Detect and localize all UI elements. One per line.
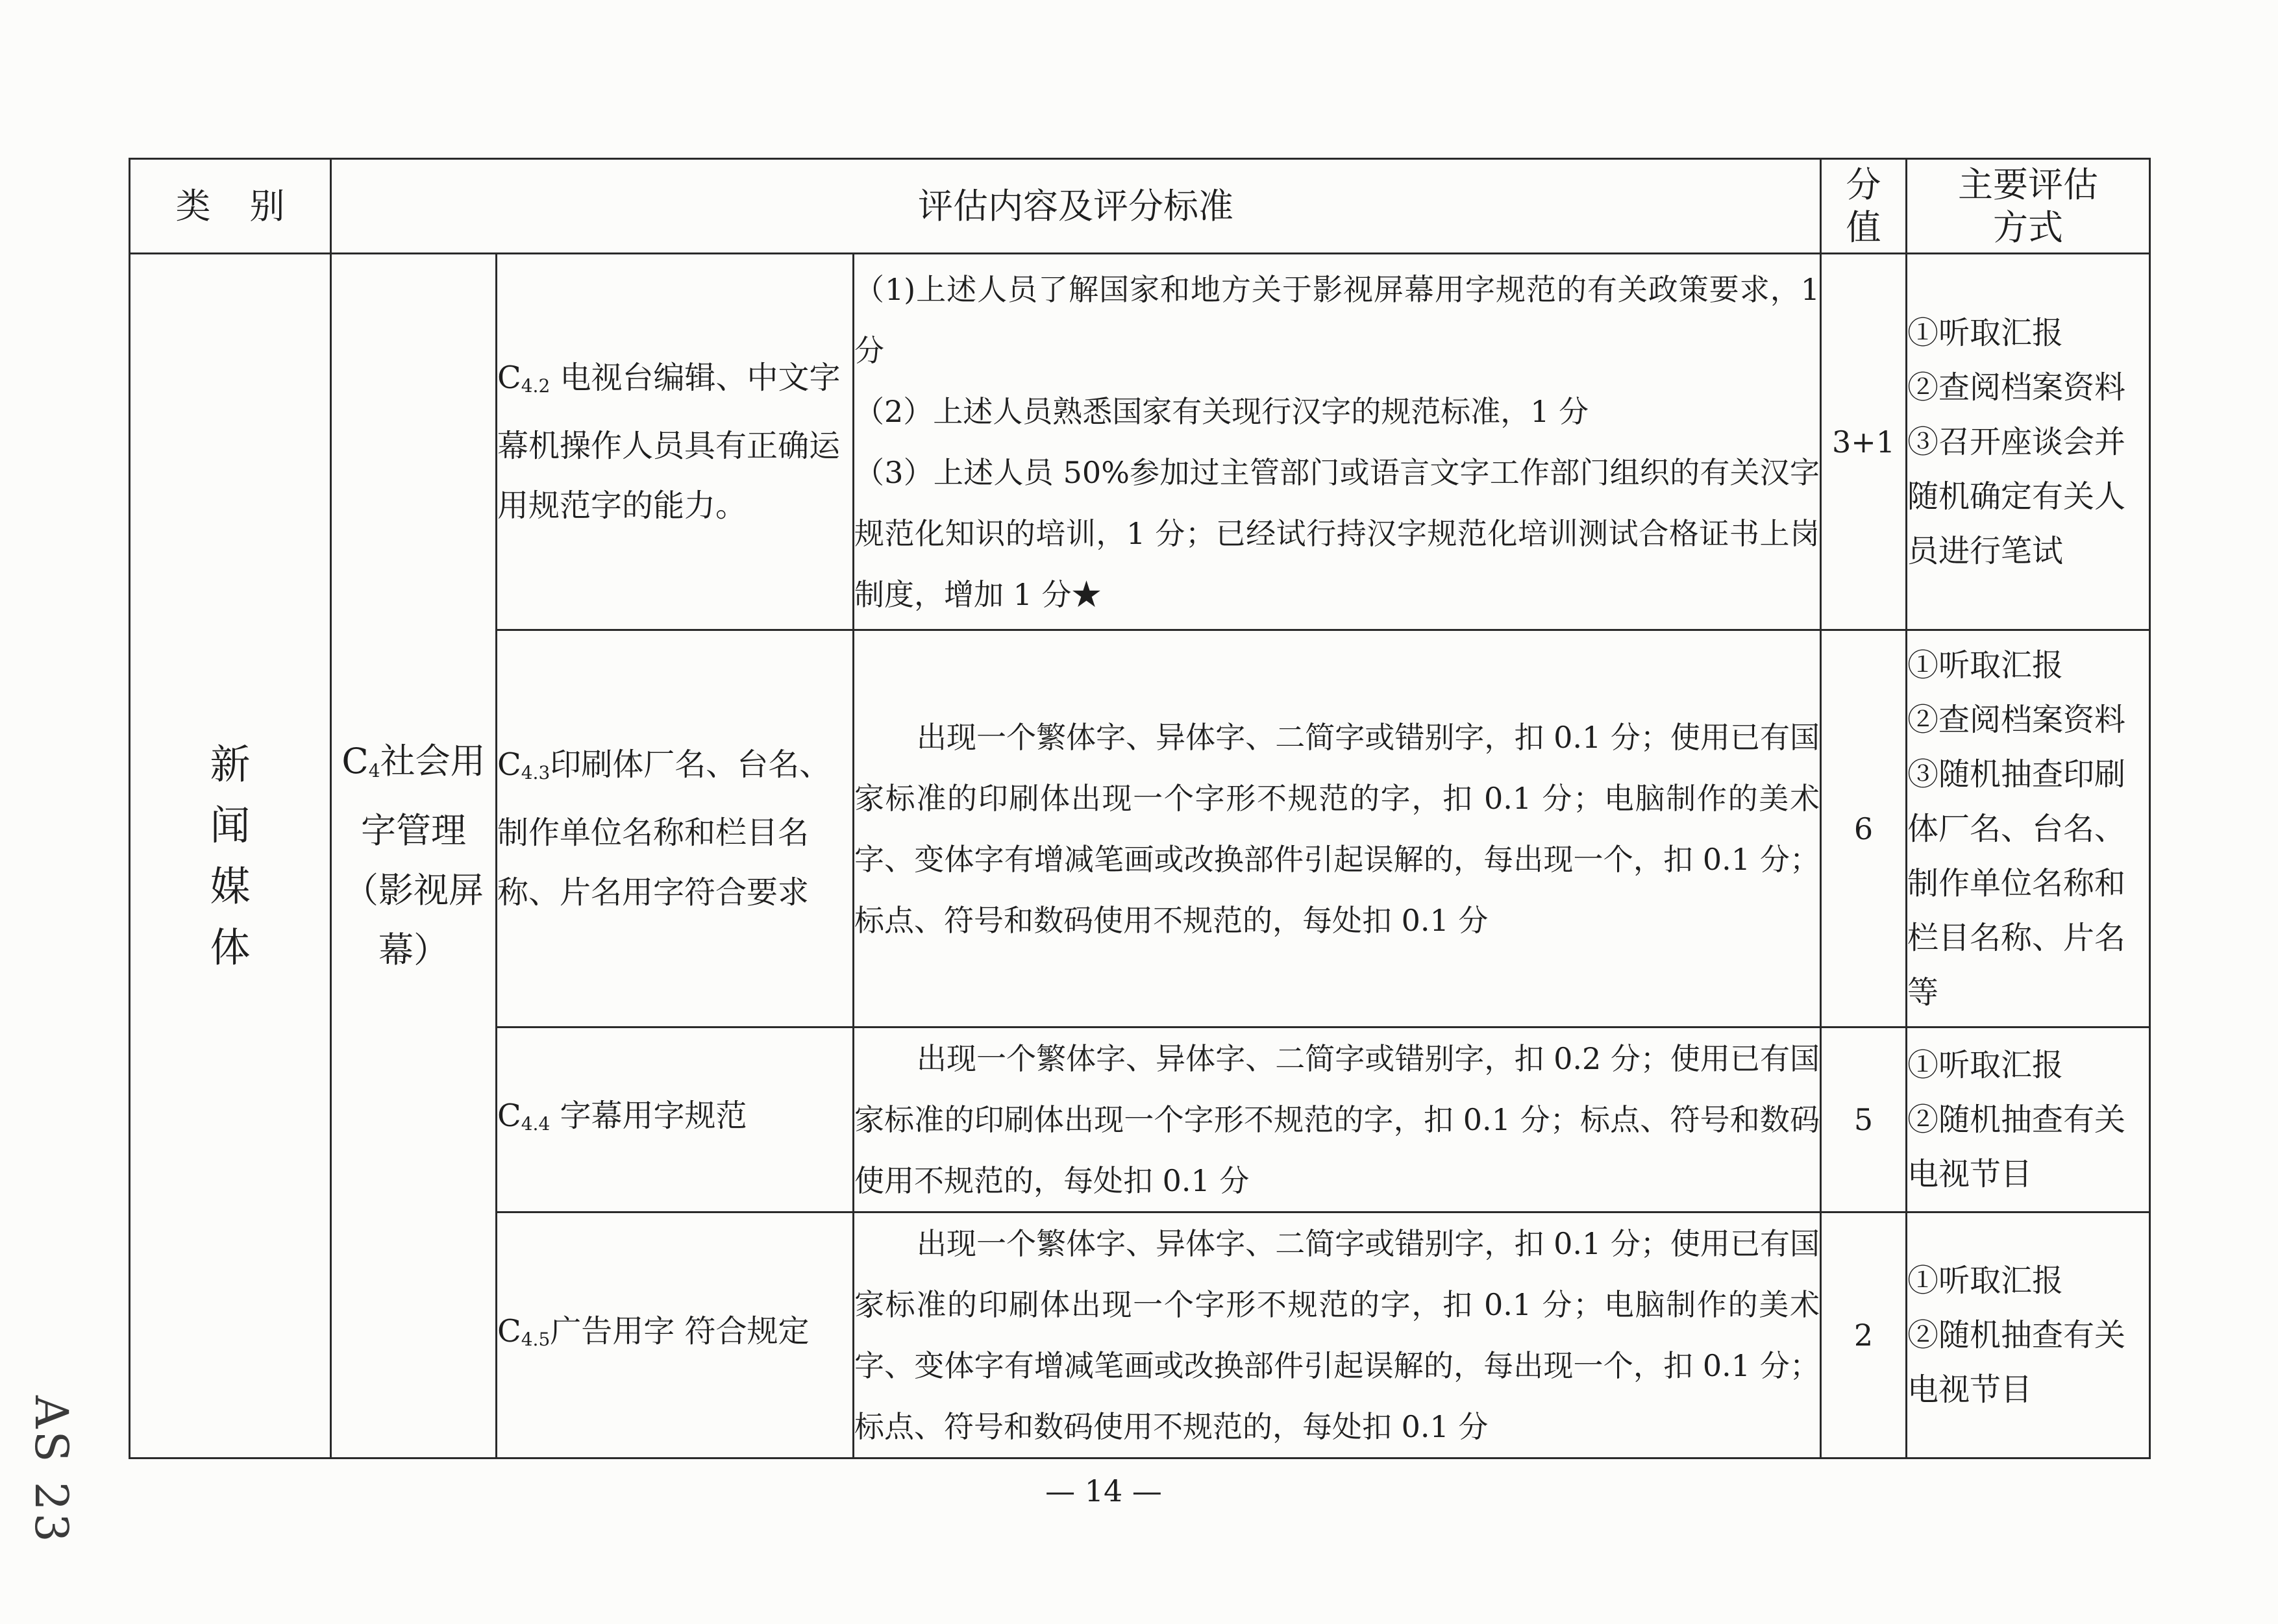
content-line: （2）上述人员熟悉国家有关现行汉字的规范标准，1 分 [854, 393, 1589, 429]
margin-stamp: AS 23 [25, 1396, 78, 1545]
score-cell: 6 [1821, 630, 1907, 1027]
item-code-sub: 4.3 [521, 762, 551, 783]
item-cell [497, 254, 854, 630]
method-cell [1907, 630, 2150, 1027]
header-category: 类别 [130, 159, 331, 254]
method-item: ①听取汇报 [1907, 1047, 2064, 1083]
item-cell [497, 1212, 854, 1458]
item-text: 印刷体厂名、台名、制作单位名称和栏目名称、片名用字符合要求 [497, 746, 831, 911]
item-cell [497, 1027, 854, 1212]
method-cell [1907, 1212, 2150, 1458]
score-cell: 3+1 [1821, 254, 1907, 630]
item-code: C [497, 360, 521, 396]
page-number: — 14 — [1045, 1473, 1162, 1508]
method-cell [1907, 1027, 2150, 1212]
item-text: 广告用字 符合规定 [550, 1312, 810, 1349]
method-item: ②随机抽查有关电视节目 [1907, 1101, 2126, 1192]
content-cell [854, 630, 1821, 1027]
subcategory-code-sub: 4 [368, 760, 380, 781]
method-item: ③随机抽查印刷体厂名、台名、制作单位名称和栏目名称、片名等 [1907, 756, 2126, 1011]
score-cell: 5 [1821, 1027, 1907, 1212]
content-paragraph: 出现一个繁体字、异体字、二简字或错别字，扣 0.2 分；使用已有国家标准的印刷体出现一个字形不规范的字，扣 0.1 分；标点、符号和数码使用不规范的，每处扣 0.1 分 [854, 1041, 1820, 1198]
header-score [1821, 159, 1907, 254]
method-item: ②随机抽查有关电视节目 [1907, 1317, 2126, 1408]
subcategory-cell [331, 254, 497, 1458]
method-item: ①听取汇报 [1907, 314, 2064, 351]
method-item: ②查阅档案资料 [1907, 369, 2126, 406]
item-code: C [497, 1312, 521, 1349]
content-cell [854, 1027, 1821, 1212]
item-text: 电视台编辑、中文字幕机操作人员具有正确运用规范字的能力。 [497, 360, 841, 524]
category-cell [130, 254, 331, 1458]
header-content: 评估内容及评分标准 [331, 159, 1821, 254]
method-cell [1907, 254, 2150, 630]
content-paragraph: 出现一个繁体字、异体字、二简字或错别字，扣 0.1 分；使用已有国家标准的印刷体出现一个字形不规范的字，扣 0.1 分；电脑制作的美术字、变体字有增减笔画或改换部件引起误解的，每出现一个，扣 0.1 分；标点、符号和数码使用不规范的，每处扣 0.1 分 [854, 719, 1820, 938]
method-item: ②查阅档案资料 [1907, 701, 2126, 738]
item-code-sub: 4.4 [521, 1113, 551, 1135]
evaluation-table [129, 158, 2151, 1459]
content-cell [854, 254, 1821, 630]
content-cell [854, 1212, 1821, 1458]
header-score-text: 分值 [1846, 164, 1881, 248]
score-cell: 2 [1821, 1212, 1907, 1458]
method-item: ③召开座谈会并随机确定有关人员进行笔试 [1907, 423, 2126, 569]
table-header-row [130, 159, 2150, 254]
header-method-text: 主要评估方式 [1958, 164, 2098, 248]
header-method [1907, 159, 2150, 254]
content-line: （1)上述人员了解国家和地方关于影视屏幕用字规范的有关政策要求，1 分 [854, 271, 1820, 368]
item-code: C [497, 1097, 521, 1134]
item-code: C [497, 746, 521, 783]
method-item: ①听取汇报 [1907, 646, 2064, 683]
content-paragraph: 出现一个繁体字、异体字、二简字或错别字，扣 0.1 分；使用已有国家标准的印刷体出现一个字形不规范的字，扣 0.1 分；电脑制作的美术字、变体字有增减笔画或改换部件引起误解的，每出现一个，扣 0.1 分；标点、符号和数码使用不规范的，每处扣 0.1 分 [854, 1226, 1820, 1444]
item-text: 字幕用字规范 [550, 1097, 747, 1134]
subcategory-code: C [341, 741, 369, 781]
item-cell [497, 630, 854, 1027]
item-code-sub: 4.5 [521, 1328, 551, 1350]
method-item: ①听取汇报 [1907, 1262, 2064, 1299]
category-label: 新闻媒体 [210, 740, 251, 971]
content-line: （3）上述人员 50%参加过主管部门或语言文字工作部门组织的有关汉字规范化知识的培训，1 分；已经试行持汉字规范化培训测试合格证书上岗制度，增加 1 分★ [854, 454, 1820, 612]
subcategory-label: 社会用字管理（影视屏幕） [343, 741, 486, 970]
item-code-sub: 4.2 [521, 375, 551, 397]
table-row [130, 254, 2150, 630]
